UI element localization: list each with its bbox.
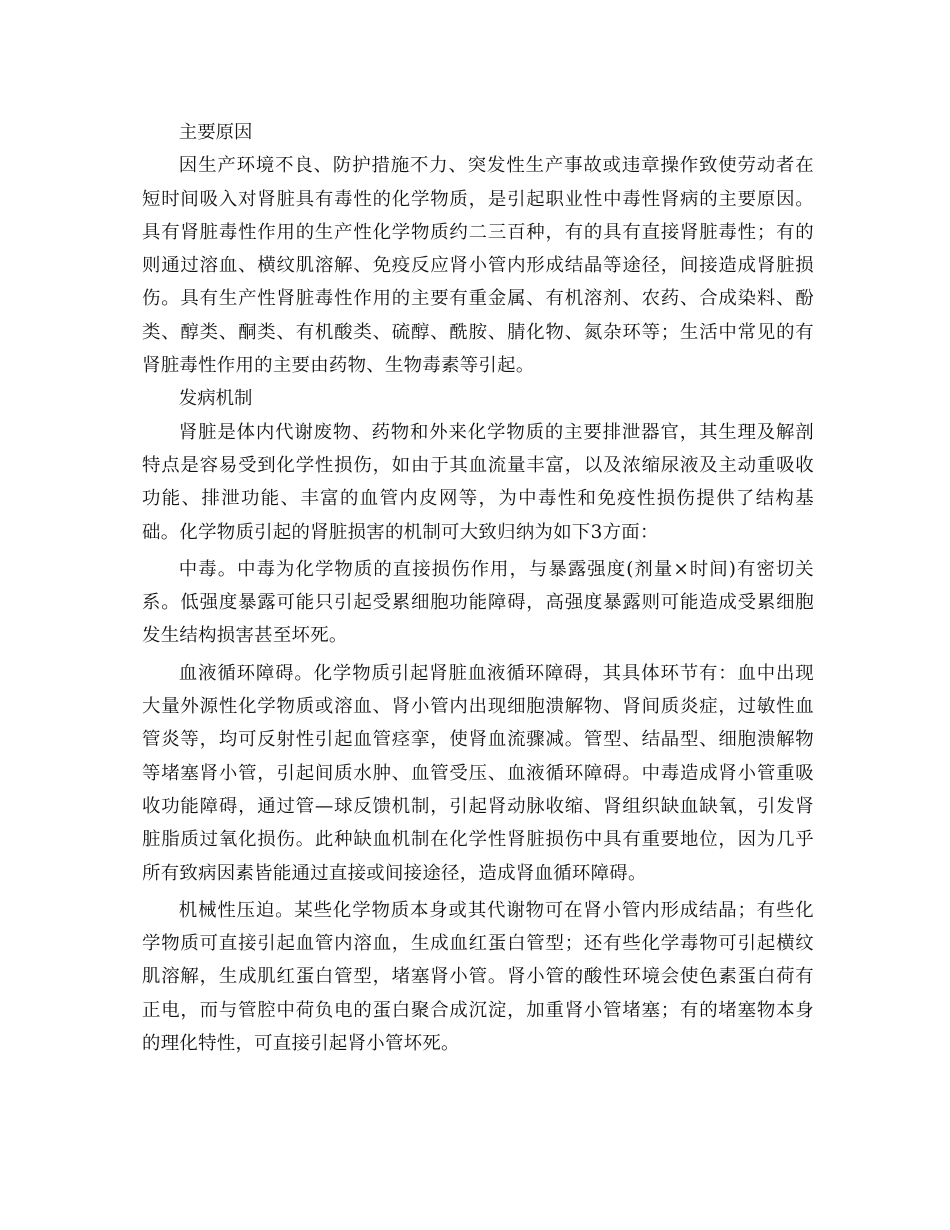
document-page: [142, 116, 814, 1060]
section-heading-mechanism: 发病机制: [178, 388, 253, 410]
paragraph-circulation: 血液循环障碍。化学物质引起肾脏血液循环障碍，其具体环节有：血中出现大量外源性化学物质或溶血、肾小管内出现细胞溃解物、肾间质炎症，过敏性血管炎等，均可反射性引起血管痉挛，使肾血流骤减。管型、结晶型、细胞溃解物等堵塞肾小管，引起间质水肿、血管受压、血液循环障碍。中毒造成肾小管重吸收功能障碍，通过管—球反馈机制，引起肾动脉收缩、肾组织缺血缺氧，引发肾脏脂质过氧化损伤。此种缺血机制在化学性肾脏损伤中具有重要地位，因为几乎所有致病因素皆能通过直接或间接途径，造成肾血循环障碍。: [142, 662, 814, 884]
paragraph-toxic: 中毒。中毒为化学物质的直接损伤作用，与暴露强度(剂量×时间)有密切关系。低强度暴露可能只引起受累细胞功能障碍，高强度暴露则可能造成受累细胞发生结构损害甚至坏死。: [142, 558, 814, 647]
paragraph-mechanism: 肾脏是体内代谢废物、药物和外来化学物质的主要排泄器官，其生理及解剖特点是容易受到化学性损伤，如由于其血流量丰富，以及浓缩尿液及主动重吸收功能、排泄功能、丰富的血管内皮网等，为中毒性和免疫性损伤提供了结构基础。化学物质引起的肾脏损害的机制可大致归纳为如下3方面：: [142, 421, 814, 543]
section-heading-cause: 主要原因: [178, 122, 253, 143]
paragraph-compression: 机械性压迫。某些化学物质本身或其代谢物可在肾小管内形成结晶；有些化学物质可直接引起血管内溶血，生成血红蛋白管型；还有些化学毒物可引起横纹肌溶解，生成肌红蛋白管型，堵塞肾小管。肾小管的酸性环境会使色素蛋白荷有正电，而与管腔中荷负电的蛋白聚合成沉淀，加重肾小管堵塞；有的堵塞物本身的理化特性，可直接引起肾小管坏死。: [142, 899, 814, 1055]
paragraph-cause: 因生产环境不良、防护措施不力、突发性生产事故或违章操作致使劳动者在短时间吸入对肾脏具有毒性的化学物质，是引起职业性中毒性肾病的主要原因。具有肾脏毒性作用的生产性化学物质约二三百种，有的具有直接肾脏毒性；有的则通过溶血、横纹肌溶解、免疫反应肾小管内形成结晶等途径，间接造成肾脏损伤。具有生产性肾脏毒性作用的主要有重金属、有机溶剂、农药、合成染料、酚类、醇类、酮类、有机酸类、硫醇、酰胺、腈化物、氮杂环等；生活中常见的有肾脏毒性作用的主要由药物、生物毒素等引起。: [142, 155, 814, 377]
